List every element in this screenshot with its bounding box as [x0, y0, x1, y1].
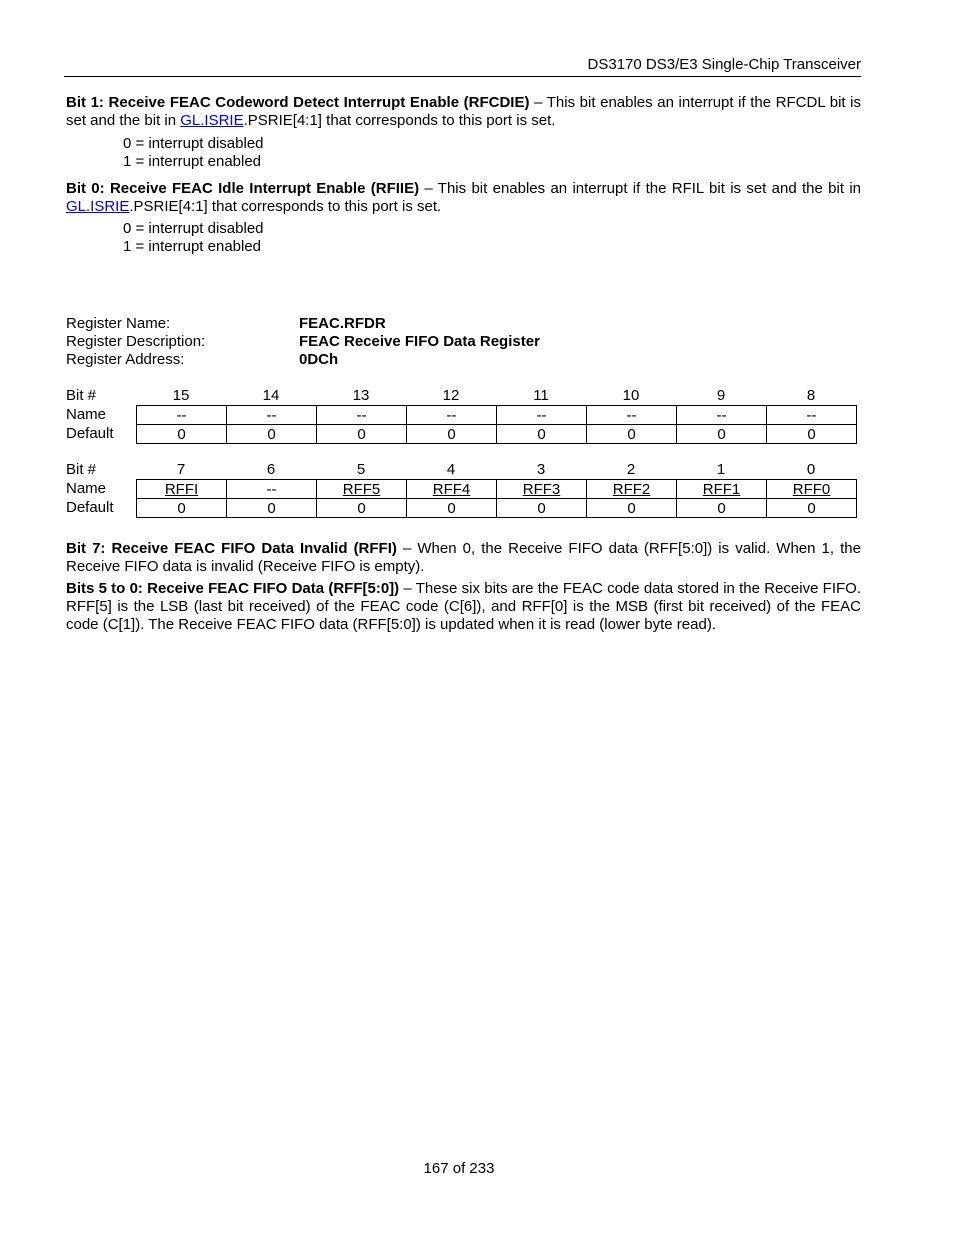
- register-description-value: FEAC Receive FIFO Data Register: [299, 333, 540, 350]
- bit1-text-b: .PSRIE[4:1] that corresponds to this port is set.: [243, 112, 556, 129]
- bit-default-cell: 0: [767, 425, 857, 444]
- bit-default-cell: 0: [587, 499, 677, 518]
- bit-number: 10: [622, 387, 640, 404]
- name-row: [137, 480, 857, 499]
- name-row-label: Name: [66, 406, 107, 423]
- bit1-description: [66, 94, 861, 130]
- bit-default-cell: 0: [497, 425, 587, 444]
- bit-name-cell: RFF2: [587, 480, 677, 499]
- bit-default-cell: 0: [227, 425, 317, 444]
- bit0-option-1: 1 = interrupt enabled: [123, 238, 262, 255]
- bit0-heading: Bit 0: Receive FEAC Idle Interrupt Enable (RFIIE): [66, 180, 420, 197]
- bit-number: 14: [262, 387, 280, 404]
- bit-name-cell: --: [587, 406, 677, 425]
- default-row: [137, 425, 857, 444]
- bit-name-cell: RFF3: [497, 480, 587, 499]
- bit-number: 5: [356, 461, 366, 478]
- bit-name-cell: RFF4: [407, 480, 497, 499]
- bit-default-cell: 0: [677, 499, 767, 518]
- bit-number: 0: [806, 461, 816, 478]
- upper-byte-bit-table: [136, 405, 857, 444]
- bit-default-cell: 0: [587, 425, 677, 444]
- header-divider: [64, 76, 861, 77]
- register-name-value: FEAC.RFDR: [299, 315, 386, 332]
- bit-name-cell: --: [227, 480, 317, 499]
- bit0-option-0: 0 = interrupt disabled: [123, 220, 264, 237]
- bit-default-cell: 0: [137, 499, 227, 518]
- bit-name-cell: --: [677, 406, 767, 425]
- bit7-heading: Bit 7: Receive FEAC FIFO Data Invalid (RFFI): [66, 540, 397, 557]
- bit1-text-a: – This bit enables an interrupt if the RFCDL bit is set and the bit in: [66, 94, 861, 129]
- bit-default-cell: 0: [407, 499, 497, 518]
- bit-number-label: Bit #: [66, 387, 97, 404]
- register-description-label: Register Description:: [66, 333, 206, 350]
- bit0-text-b: .PSRIE[4:1] that corresponds to this port is set.: [129, 198, 442, 215]
- bit0-text-a: – This bit enables an interrupt if the RFIL bit is set and the bit in: [419, 180, 861, 197]
- bit7-description: [66, 540, 861, 576]
- bit-name-cell: --: [317, 406, 407, 425]
- bit-name-cell: --: [497, 406, 587, 425]
- bit-number: 2: [626, 461, 636, 478]
- bit-default-cell: 0: [317, 499, 407, 518]
- bit-name-cell: --: [767, 406, 857, 425]
- bit-name-cell: RFF0: [767, 480, 857, 499]
- bit-number: 9: [716, 387, 726, 404]
- bit7-text: – When 0, the Receive FIFO data (RFF[5:0]) is valid. When 1, the Receive FIFO data is invalid (Receive FIFO is empty).: [66, 540, 861, 575]
- name-row-label: Name: [66, 480, 107, 497]
- bit-number-label: Bit #: [66, 461, 97, 478]
- bit-number: 3: [536, 461, 546, 478]
- bit1-heading: Bit 1: Receive FEAC Codeword Detect Interrupt Enable (RFCDIE): [66, 94, 530, 111]
- bit-default-cell: 0: [137, 425, 227, 444]
- bit-number: 6: [266, 461, 276, 478]
- lower-byte-bit-table: [136, 479, 857, 518]
- bit-name-cell: RFF1: [677, 480, 767, 499]
- bit1-option-0: 0 = interrupt disabled: [123, 135, 264, 152]
- bit1-option-1: 1 = interrupt enabled: [123, 153, 262, 170]
- bit0-description: [66, 180, 861, 216]
- bit-default-cell: 0: [677, 425, 767, 444]
- bit-default-cell: 0: [227, 499, 317, 518]
- bit-default-cell: 0: [767, 499, 857, 518]
- gl-isrie-link[interactable]: GL.ISRIE: [180, 112, 244, 129]
- bit-name-cell: --: [407, 406, 497, 425]
- bit-name-cell: --: [227, 406, 317, 425]
- bit-default-cell: 0: [497, 499, 587, 518]
- register-name-label: Register Name:: [66, 315, 171, 332]
- bits5to0-heading: Bits 5 to 0: Receive FEAC FIFO Data (RFF[5:0]): [66, 580, 400, 597]
- gl-isrie-link[interactable]: GL.ISRIE: [66, 198, 130, 215]
- bit-number: 13: [352, 387, 370, 404]
- register-address-value: 0DCh: [299, 351, 339, 368]
- bit-name-cell: RFF5: [317, 480, 407, 499]
- bit-number: 8: [806, 387, 816, 404]
- bit-name-cell: RFFI: [137, 480, 227, 499]
- default-row-label: Default: [66, 425, 114, 442]
- name-row: [137, 406, 857, 425]
- bit-number: 1: [716, 461, 726, 478]
- bit-number: 12: [442, 387, 460, 404]
- bits5to0-text: – These six bits are the FEAC code data stored in the Receive FIFO. RFF[5] is the LSB (last bit received) of the FEAC code (C[6]), and RFF[0] is the MSB (first bit received) of the FEAC code (C[1]). The Receive FEAC FIFO data (RFF[5:0]) is updated when it is read (lower byte read).: [66, 580, 861, 633]
- bit-number: 7: [176, 461, 186, 478]
- bit-number: 11: [533, 387, 549, 404]
- register-address-label: Register Address:: [66, 351, 185, 368]
- default-row: [137, 499, 857, 518]
- bit-default-cell: 0: [407, 425, 497, 444]
- bit-number: 4: [446, 461, 456, 478]
- default-row-label: Default: [66, 499, 114, 516]
- bit-number: 15: [172, 387, 190, 404]
- bit-default-cell: 0: [317, 425, 407, 444]
- page-header-title: DS3170 DS3/E3 Single-Chip Transceiver: [587, 56, 861, 73]
- bit-name-cell: --: [137, 406, 227, 425]
- bits5to0-description: [66, 580, 861, 634]
- page-number: 167 of 233: [423, 1160, 495, 1177]
